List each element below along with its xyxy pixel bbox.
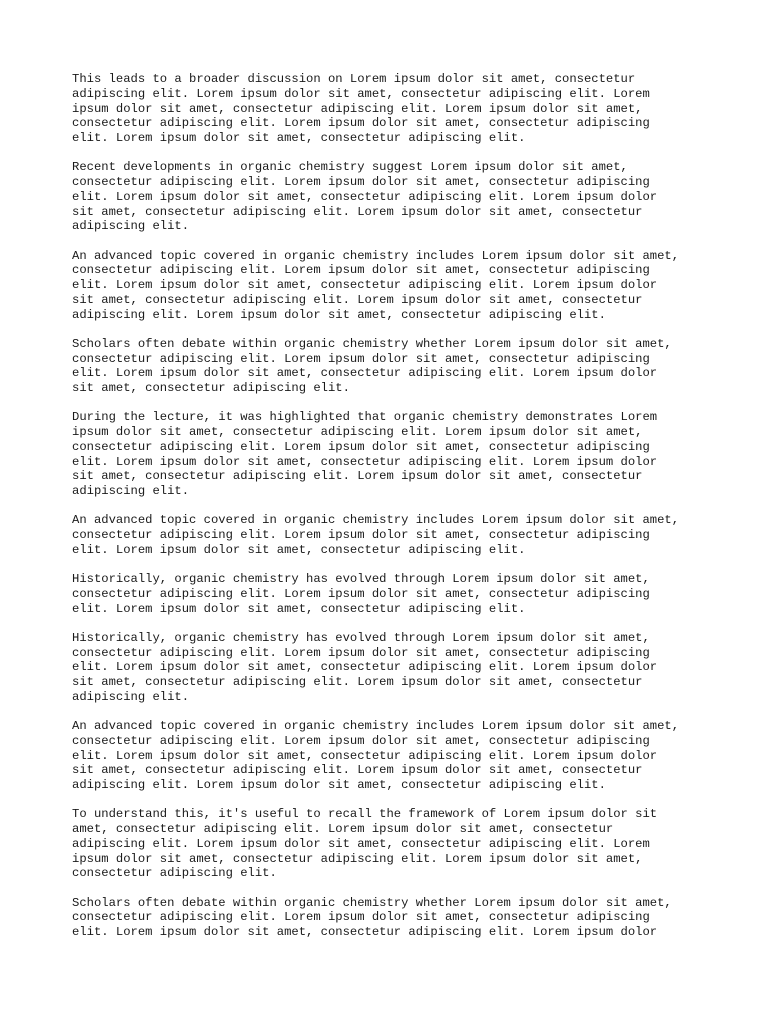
paragraph-5: During the lecture, it was highlighted that organic chemistry demonstrates Lorem ipsum dolor sit amet, consectetur adipiscing elit. Lorem ipsum dolor sit amet, consectetur adipiscing elit. Lorem ipsum dolor sit amet, consectetur adipiscing elit. Lorem ipsum dolor sit amet, consectetur adipiscing elit. Lorem ipsum dolor sit amet, consectetur adipiscing elit. Lorem ipsum dolor sit amet, consectetur adipiscing elit. bbox=[72, 410, 658, 498]
paragraph-9: An advanced topic covered in organic chemistry includes Lorem ipsum dolor sit amet, consectetur adipiscing elit. Lorem ipsum dolor sit amet, consectetur adipiscing elit. Lorem ipsum dolor sit amet, consectetur adipiscing elit. Lorem ipsum dolor sit amet, consectetur adipiscing elit. Lorem ipsum dolor sit amet, consectetur adipiscing elit. Lorem ipsum dolor sit amet, consectetur adipiscing elit. bbox=[72, 719, 680, 792]
paragraph-10: To understand this, it's useful to recall the framework of Lorem ipsum dolor sit amet, consectetur adipiscing elit. Lorem ipsum dolor sit amet, consectetur adipiscing elit. Lorem ipsum dolor sit amet, consectetur adipiscing elit. Lorem ipsum dolor sit amet, consectetur adipiscing elit. Lorem ipsum dolor sit amet, consectetur adipiscing elit. bbox=[72, 807, 658, 881]
paragraph-2: Recent developments in organic chemistry suggest Lorem ipsum dolor sit amet, consectetur adipiscing elit. Lorem ipsum dolor sit amet, consectetur adipiscing elit. Lorem ipsum dolor sit amet, consectetur adipiscing elit. Lorem ipsum dolor sit amet, consectetur adipiscing elit. Lorem ipsum dolor sit amet, consectetur adipiscing elit. bbox=[72, 160, 658, 234]
document-page bbox=[72, 72, 712, 954]
paragraph-7: Historically, organic chemistry has evolved through Lorem ipsum dolor sit amet, consectetur adipiscing elit. Lorem ipsum dolor sit amet, consectetur adipiscing elit. Lorem ipsum dolor sit amet, consectetur adipiscing elit. bbox=[72, 572, 650, 616]
paragraph-3: An advanced topic covered in organic chemistry includes Lorem ipsum dolor sit amet, consectetur adipiscing elit. Lorem ipsum dolor sit amet, consectetur adipiscing elit. Lorem ipsum dolor sit amet, consectetur adipiscing elit. Lorem ipsum dolor sit amet, consectetur adipiscing elit. Lorem ipsum dolor sit amet, consectetur adipiscing elit. Lorem ipsum dolor sit amet, consectetur adipiscing elit. bbox=[72, 248, 680, 322]
paragraph-4: Scholars often debate within organic chemistry whether Lorem ipsum dolor sit amet, consectetur adipiscing elit. Lorem ipsum dolor sit amet, consectetur adipiscing elit. Lorem ipsum dolor sit amet, consectetur adipiscing elit. Lorem ipsum dolor sit amet, consectetur adipiscing elit. bbox=[72, 336, 672, 395]
paragraph-1: This leads to a broader discussion on Lorem ipsum dolor sit amet, consectetur adipiscing elit. Lorem ipsum dolor sit amet, consectetur adipiscing elit. Lorem ipsum dolor sit amet, consectetur adipiscing elit. Lorem ipsum dolor sit amet, consectetur adipiscing elit. Lorem ipsum dolor sit amet, consectetur adipiscing elit. Lorem ipsum dolor sit amet, consectetur adipiscing elit. bbox=[72, 72, 650, 145]
paragraph-6: An advanced topic covered in organic chemistry includes Lorem ipsum dolor sit amet, consectetur adipiscing elit. Lorem ipsum dolor sit amet, consectetur adipiscing elit. Lorem ipsum dolor sit amet, consectetur adipiscing elit. bbox=[72, 513, 680, 557]
paragraph-11: Scholars often debate within organic chemistry whether Lorem ipsum dolor sit amet, consectetur adipiscing elit. Lorem ipsum dolor sit amet, consectetur adipiscing elit. Lorem ipsum dolor sit amet, consectetur adipiscing elit. Lorem ipsum dolor bbox=[72, 895, 672, 939]
paragraph-8: Historically, organic chemistry has evolved through Lorem ipsum dolor sit amet, consectetur adipiscing elit. Lorem ipsum dolor sit amet, consectetur adipiscing elit. Lorem ipsum dolor sit amet, consectetur adipiscing elit. Lorem ipsum dolor sit amet, consectetur adipiscing elit. Lorem ipsum dolor sit amet, consectetur adipiscing elit. bbox=[72, 630, 658, 704]
